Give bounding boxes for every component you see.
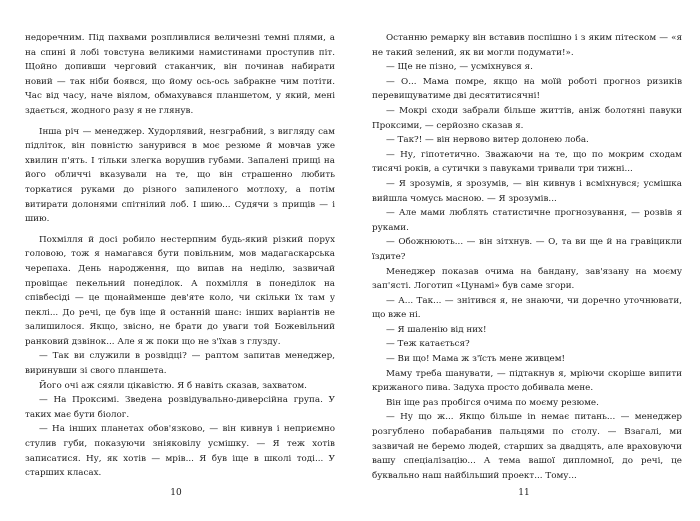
paragraph: недоречним. Під пахвами розпливлися величезні темні плями, а на спині й лобі товстуна великими намистинами проступив піт. Щойно допивши черговий стаканчик, він починав набирати новий — так ніби боявся, що йому ось-ось забракне чим потіти. Час від часу, наче віялом, обмахувався планшетом, у який, мені здається, жодного разу я не глянув. [25,33,335,116]
paragraph: Останню ремарку він вставив поспішно і з яким пітеском — «я не такий зелений, як ви могли подумати!». [372,33,682,58]
paragraph: — Я зрозумів, я зрозумів, — він кивнув і всміхнувся; усмішка вийшла чомусь масною. — Я зрозумів... [372,178,682,204]
page-number-right: 11 [518,488,530,498]
paragraph: — На інших планетах обов'язково, — він кивнув і неприємно стулив губи, показуючи зніяковілу усмішку. — Я теж хотів записатися. Ну, як хотів — мрів... Я був іще в школі тоді... У старших класах. [25,424,335,479]
paragraph: Його очі аж сяяли цікавістю. Я б навіть сказав, захватом. [39,380,307,391]
paragraph: — О... Мама помре, якщо на моїй роботі прогноз ризиків перевищуватиме дві десятитисячні! [372,76,682,102]
paragraph: — Обожнюють... — він зітхнув. — О, та ви ще й на гравіцикли їздите? [372,237,682,262]
paragraph: — Теж катається? [386,339,470,350]
paragraph: — Так?! — він нервово витер долонею лоба. [386,135,589,146]
paragraph: — Але мами люблять статистичне прогнозування, — розвів я руками. [372,208,682,233]
paragraph: — Мокрі сходи забрали більше життів, аніж болотяні павуки Проксими, — серйозно сказав я. [372,105,682,131]
paragraph: Менеджер показав очима на бандану, зав'язану на моєму зап'ясті. Логотип «Цунамі» був саме згори. [372,266,682,292]
paragraph: — Ви що! Мама ж з'їсть мене живцем! [386,354,566,365]
page-number-left: 10 [170,488,182,498]
paragraph: — Так ви служили в розвідці? — раптом запитав менеджер, виринувши зі свого планшета. [25,351,335,377]
paragraph: Маму треба шанувати, — підтакнув я, мріючи скоріше випити крижаного пива. Задуха просто добивала мене. [372,368,682,394]
paragraph: Похмілля й досі робило нестерпним будь-який різкий порух головою, тож я намагався бути повільним, мов мадагаскарська черепаха. День народження, що випав на неділю, зазвичай провіщає пекельний понеділок. А похмілля в понеділок на співбесіді — це щонайменше дев'яте коло, чи скільки їх там у пеклі... До речі, це був іще й останній шанс: інших варіантів не залишилося. Якщо, звісно, не брати до уваги той Божевільний ранковий дзвінок... Але я ж поки що не з'їхав з глузду. [25,234,335,347]
paragraph: — На Проксимі. Зведена розвідувально-диверсійна група. У таких має бути біолог. [25,395,335,420]
paragraph: — Ну що ж... Якщо більше in немає питань... — менеджер розгублено побарабанив пальцями по столу. — Взагалі, ми зазвичай не беремо людей, старших за двадцять, але враховуючи вашу спеціалізацію... А тема вашої дипломної, до речі, це буквально наш найбільший проект... Тому... [372,412,682,481]
paragraph: Він іще раз пробігся очима по моєму резюме. [386,397,599,408]
right-page [372,31,682,491]
paragraph: — Ще не пізно, — усміхнувся я. [386,62,533,73]
paragraph: — Я шаленію від них! [386,324,487,335]
paragraph: — Ну, гіпотетично. Зважаючи на те, що по мокрим сходам тисячі років, а сутички з павуками тривали три тижні... [372,149,682,175]
left-page [25,31,335,491]
paragraph: Інша річ — менеджер. Худорлявий, незграбний, з вигляду сам підліток, він повністю занурився в моє резюме й мовчав уже хвилин п'ять. І тільки злегка ворушив губами. Запалені прищі на його обличчі вказували на те, що він страшенно любить торкатися руками до різного запиленого мотлоху, а потім витирати долонями спітнілий лоб. І шию... Судячи з прищів — і шию. [25,126,335,225]
paragraph: — А... Так... — знітився я, не знаючи, чи доречно уточнювати, що вже ні. [372,295,682,321]
